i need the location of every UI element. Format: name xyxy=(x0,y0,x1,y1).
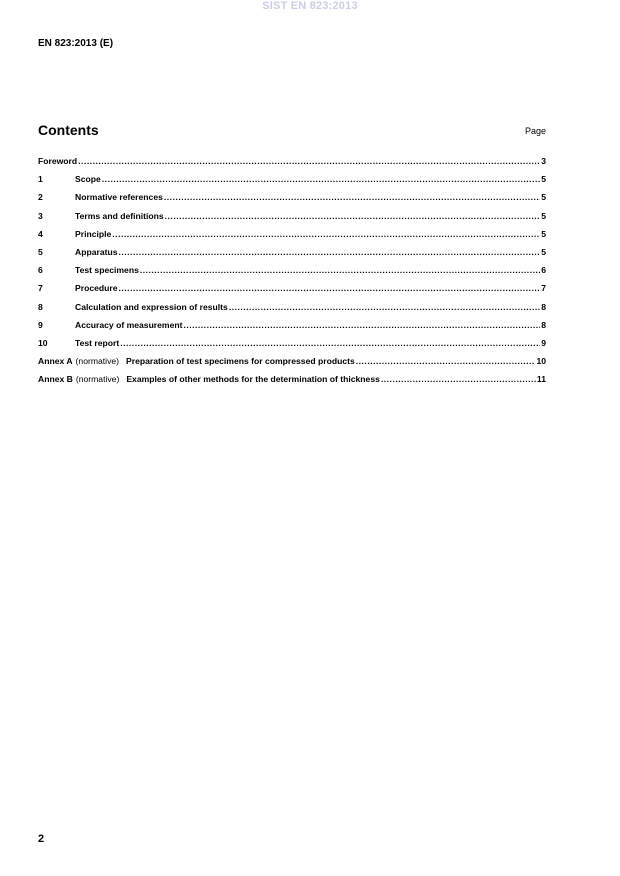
toc-entry-number: 10 xyxy=(38,337,48,348)
toc-entry-scope[interactable] xyxy=(38,173,546,191)
contents-header xyxy=(38,122,546,142)
toc-entry-procedure[interactable] xyxy=(38,282,546,300)
toc-entry-page: 7 xyxy=(541,283,546,294)
toc-entry-title[interactable]: Normative references xyxy=(75,192,163,203)
toc-entry-page: 8 xyxy=(541,301,546,312)
toc-entry-accuracy-of-measurement[interactable] xyxy=(38,319,546,337)
toc-entry-test-specimens[interactable] xyxy=(38,264,546,282)
toc-leader-dots xyxy=(356,355,536,367)
toc-entry-title[interactable]: Foreword xyxy=(38,156,78,166)
toc-leader-dots xyxy=(229,301,540,313)
toc-leader-dots xyxy=(140,264,540,276)
toc-entry-annex-b[interactable] xyxy=(38,373,546,391)
toc-entry-test-report[interactable] xyxy=(38,337,546,355)
toc-leader-dots xyxy=(119,282,541,294)
toc-entry-title[interactable]: Procedure xyxy=(75,283,118,294)
toc-entry-foreword[interactable] xyxy=(38,155,546,173)
toc-entry-page: 3 xyxy=(541,156,546,166)
toc-annex-qualifier: (normative) xyxy=(75,356,120,367)
table-of-contents xyxy=(38,155,546,391)
toc-entry-normative-references[interactable] xyxy=(38,191,546,209)
toc-annex-label: Annex B xyxy=(38,374,73,385)
toc-entry-title[interactable]: Accuracy of measurement xyxy=(75,319,183,330)
toc-entry-page: 10 xyxy=(536,356,546,367)
toc-leader-dots xyxy=(164,191,540,203)
contents-title: Contents xyxy=(38,122,99,138)
toc-entry-annex-a[interactable] xyxy=(38,355,546,373)
toc-entry-page: 9 xyxy=(541,337,546,348)
toc-leader-dots xyxy=(165,210,541,222)
toc-entry-page: 11 xyxy=(536,374,546,385)
toc-leader-dots xyxy=(119,246,541,258)
page-column-label: Page xyxy=(524,126,546,136)
toc-entry-number: 9 xyxy=(38,319,43,330)
toc-entry-apparatus[interactable] xyxy=(38,246,546,264)
toc-leader-dots xyxy=(183,319,540,331)
toc-entry-number: 3 xyxy=(38,210,43,221)
toc-entry-calculation-and-expression-of-results[interactable] xyxy=(38,301,546,319)
toc-entry-number: 8 xyxy=(38,301,43,312)
toc-entry-title[interactable]: Apparatus xyxy=(75,246,118,257)
toc-entry-number: 1 xyxy=(38,174,43,185)
toc-entry-number: 5 xyxy=(38,246,43,257)
toc-entry-page: 5 xyxy=(541,228,546,239)
toc-entry-title[interactable]: Calculation and expression of results xyxy=(75,301,228,312)
toc-leader-dots xyxy=(381,373,536,385)
toc-entry-number: 2 xyxy=(38,192,43,203)
toc-leader-dots xyxy=(102,173,540,185)
toc-annex-qualifier: (normative) xyxy=(75,374,120,385)
toc-leader-dots xyxy=(78,155,540,167)
toc-entry-page: 5 xyxy=(541,174,546,185)
toc-entry-number: 7 xyxy=(38,283,43,294)
toc-entry-title[interactable]: Test report xyxy=(75,337,120,348)
toc-entry-terms-and-definitions[interactable] xyxy=(38,210,546,228)
toc-entry-page: 8 xyxy=(541,319,546,330)
watermark: SIST EN 823:2013 xyxy=(262,0,358,12)
toc-entry-title[interactable]: Examples of other methods for the determination of thickness xyxy=(126,374,380,385)
toc-entry-title[interactable]: Scope xyxy=(75,174,101,185)
toc-entry-page: 5 xyxy=(541,192,546,203)
toc-entry-principle[interactable] xyxy=(38,228,546,246)
toc-entry-number: 6 xyxy=(38,265,43,276)
document-identifier: EN 823:2013 (E) xyxy=(38,38,114,49)
toc-entry-page: 6 xyxy=(541,265,546,276)
toc-entry-number: 4 xyxy=(38,228,43,239)
toc-entry-title[interactable]: Preparation of test specimens for compressed products xyxy=(126,356,355,367)
toc-entry-page: 5 xyxy=(541,210,546,221)
toc-entry-title[interactable]: Principle xyxy=(75,228,112,239)
toc-annex-label: Annex A xyxy=(38,356,73,367)
page-number: 2 xyxy=(38,833,45,845)
toc-entry-title[interactable]: Terms and definitions xyxy=(75,210,164,221)
toc-entry-page: 5 xyxy=(541,246,546,257)
toc-leader-dots xyxy=(120,337,540,349)
toc-entry-title[interactable]: Test specimens xyxy=(75,265,139,276)
toc-leader-dots xyxy=(112,228,540,240)
